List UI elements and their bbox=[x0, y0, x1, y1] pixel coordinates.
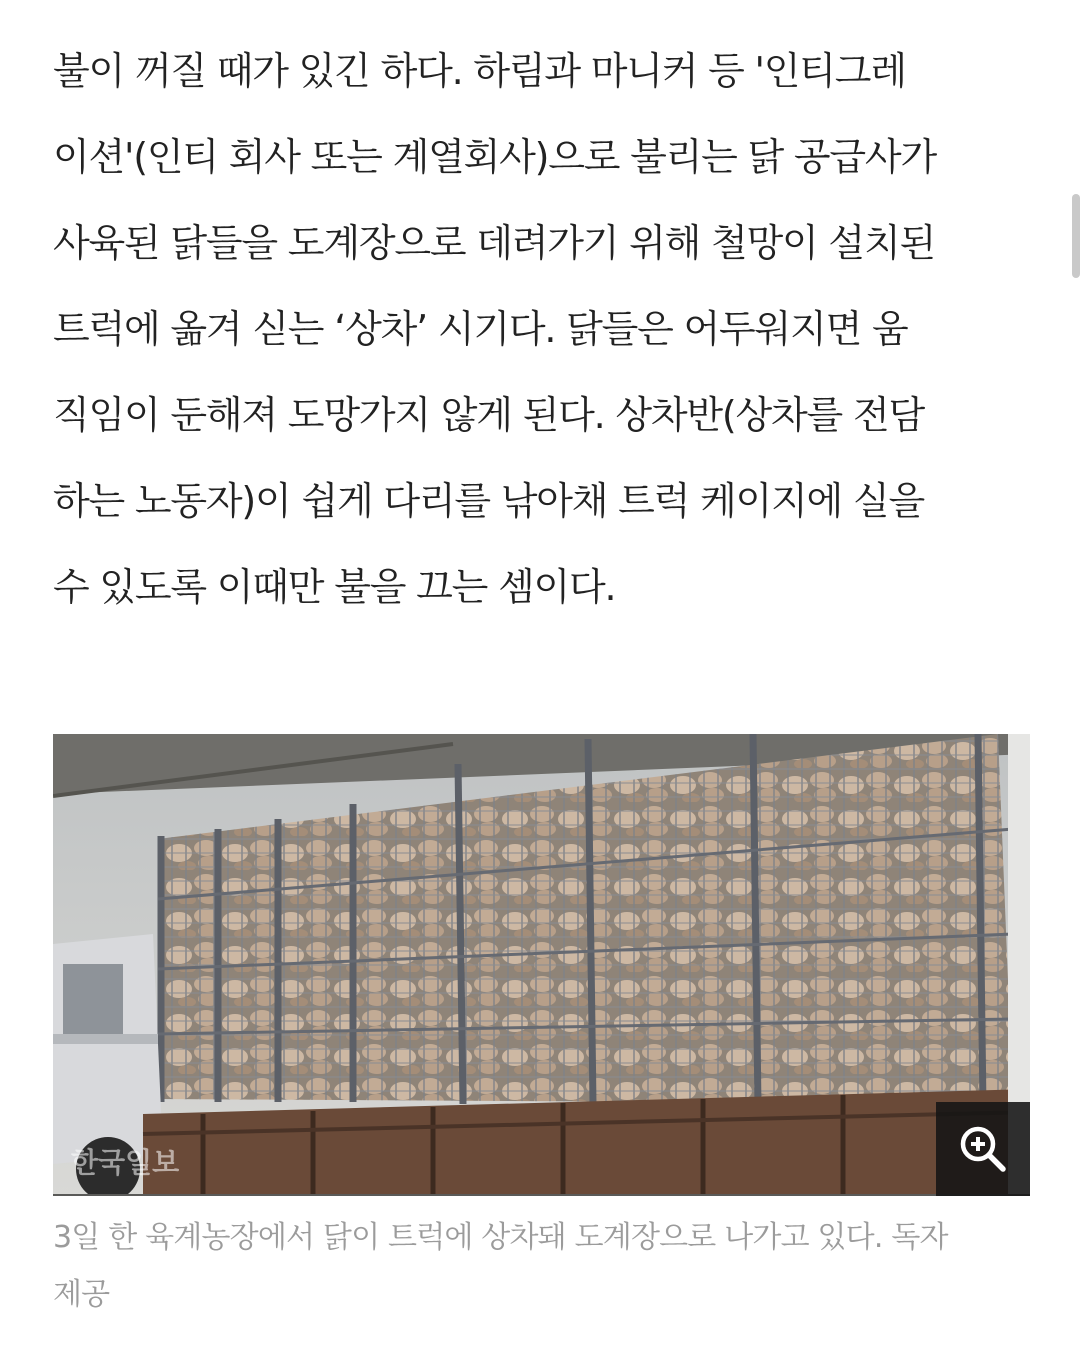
truck-cages-illustration bbox=[53, 734, 1030, 1196]
paragraph-line: 트럭에 옮겨 싣는 ‘상차’ 시기다. 닭들은 어두워지면 움 bbox=[53, 307, 908, 351]
paragraph-line: 불이 꺼질 때가 있긴 하다. 하림과 마니커 등 '인티그레 bbox=[53, 49, 906, 93]
article-photo[interactable] bbox=[53, 734, 1030, 1196]
scrollbar-thumb[interactable] bbox=[1072, 194, 1080, 278]
paragraph-line: 사육된 닭들을 도계장으로 데려가기 위해 철망이 설치된 bbox=[53, 221, 935, 265]
zoom-button[interactable] bbox=[936, 1102, 1030, 1196]
article-paragraph bbox=[53, 28, 1038, 630]
paragraph-line: 하는 노동자)이 쉽게 다리를 낚아채 트럭 케이지에 실을 bbox=[53, 479, 924, 523]
article-body bbox=[53, 28, 1038, 630]
paragraph-line: 이션'(인티 회사 또는 계열회사)으로 불리는 닭 공급사가 bbox=[53, 135, 936, 179]
zoom-in-icon bbox=[955, 1121, 1011, 1177]
caption-line: 제공 bbox=[53, 1277, 110, 1312]
paragraph-line: 직임이 둔해져 도망가지 않게 된다. 상차반(상차를 전담 bbox=[53, 393, 924, 437]
photo-watermark: 한국일보 bbox=[71, 1146, 180, 1179]
paragraph-line: 수 있도록 이때만 불을 끄는 셈이다. bbox=[53, 565, 616, 609]
caption-line: 3일 한 육계농장에서 닭이 트럭에 상차돼 도계장으로 나가고 있다. 독자 bbox=[53, 1220, 948, 1255]
photo-caption bbox=[53, 1209, 1028, 1323]
